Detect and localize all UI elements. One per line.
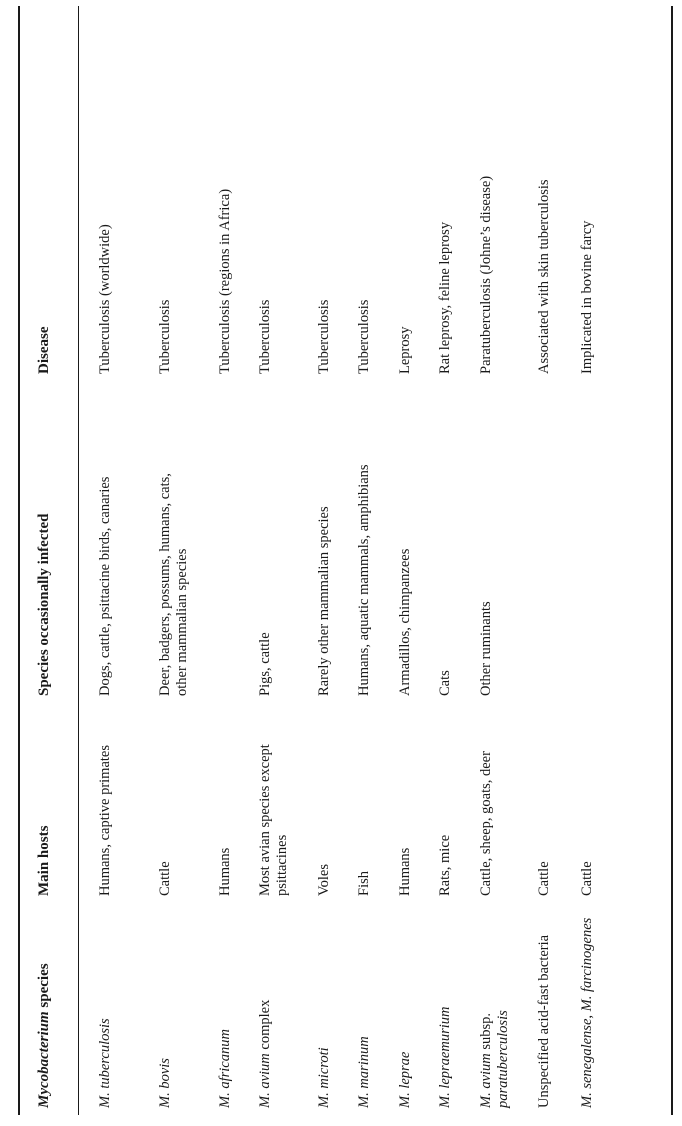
main-hosts-cell — [217, 848, 234, 896]
species-name-italic: M. bovis — [157, 1058, 173, 1108]
species-cell — [316, 1047, 333, 1108]
column-header-main-hosts: Main hosts — [36, 825, 52, 896]
main-hosts-cell-line: Most avian species except — [257, 744, 273, 896]
column-header-disease: Disease — [36, 326, 52, 374]
main-hosts-cell-line: psittacines — [274, 834, 290, 896]
main-hosts-cell — [397, 848, 414, 896]
main-hosts-cell — [316, 864, 333, 896]
species-cell — [437, 1007, 454, 1109]
main-hosts-cell — [437, 835, 454, 896]
main-hosts-cell — [97, 745, 114, 896]
occasional-hosts-cell-line: other mammalian species — [174, 548, 190, 696]
species-cell — [97, 1018, 114, 1108]
disease-cell: Tuberculosis — [157, 299, 173, 374]
species-name-italic: M. marinum — [356, 1036, 372, 1108]
species-cell — [356, 1036, 373, 1108]
occasional-hosts-cell-line: Cats — [437, 670, 453, 696]
main-hosts-cell — [579, 861, 596, 896]
species-name-italic: M. senegalense, M. farcinogenes — [579, 917, 595, 1108]
header-rule — [78, 6, 79, 1115]
main-hosts-cell-line: Humans, captive primates — [97, 745, 113, 896]
main-hosts-cell-line: Rats, mice — [437, 834, 453, 896]
main-hosts-cell-line: Voles — [316, 864, 332, 896]
occasional-hosts-cell — [157, 473, 191, 696]
main-hosts-cell-line: Cattle — [536, 861, 552, 896]
species-name-suffix: Unspecified acid-fast bacteria — [536, 934, 552, 1108]
disease-cell: Tuberculosis — [257, 299, 273, 374]
species-cell — [478, 1010, 512, 1108]
disease-cell: Paratuberculosis (Johne’s disease) — [478, 175, 494, 374]
disease-cell: Rat leprosy, feline leprosy — [437, 221, 453, 374]
species-name-italic: M. africanum — [217, 1029, 233, 1108]
species-name-italic: M. lepraemurium — [437, 1006, 453, 1108]
species-name-suffix: subsp. — [478, 1012, 494, 1054]
occasional-hosts-cell-line: Armadillos, chimpanzees — [397, 548, 413, 696]
occasional-hosts-cell-line: Pigs, cattle — [257, 632, 273, 696]
disease-cell: Associated with skin tuberculosis — [536, 179, 552, 374]
disease-cell: Implicated in bovine farcy — [579, 220, 595, 374]
occasional-hosts-cell-line: Rarely other mammalian species — [316, 506, 332, 696]
occasional-hosts-cell-line: Humans, aquatic mammals, amphibians — [356, 464, 372, 696]
occasional-hosts-cell — [356, 464, 373, 696]
main-hosts-cell-line: Cattle, sheep, goats, deer — [478, 751, 494, 896]
occasional-hosts-cell — [97, 477, 114, 696]
species-name-suffix: complex — [257, 999, 273, 1054]
main-hosts-cell-line: Humans — [397, 847, 413, 896]
column-header-occasional: Species occasionally infected — [36, 513, 52, 696]
main-hosts-cell — [157, 861, 174, 896]
disease-cell: Tuberculosis — [356, 299, 372, 374]
species-cell — [579, 918, 596, 1108]
table-top-rule — [18, 6, 20, 1115]
disease-cell: Tuberculosis (regions in Africa) — [217, 188, 233, 374]
species-name-italic: M. tuberculosis — [97, 1018, 113, 1108]
occasional-hosts-cell — [397, 549, 414, 696]
species-name-italic: M. avium — [257, 1053, 273, 1108]
column-header-species-genus: Mycobacterium — [36, 1011, 52, 1108]
column-header-species — [36, 963, 53, 1108]
main-hosts-cell — [478, 751, 495, 896]
species-cell — [157, 1058, 174, 1108]
species-name-italic: M. leprae — [397, 1051, 413, 1108]
species-cell — [217, 1029, 234, 1108]
main-hosts-cell-line: Cattle — [157, 861, 173, 896]
column-header-species-suffix: species — [36, 963, 52, 1012]
main-hosts-cell — [257, 744, 291, 896]
species-name-italic: M. avium — [478, 1053, 494, 1108]
table-bottom-rule — [671, 6, 673, 1115]
occasional-hosts-cell — [257, 632, 274, 696]
disease-cell: Leprosy — [397, 326, 413, 374]
occasional-hosts-cell — [316, 506, 333, 696]
occasional-hosts-cell — [437, 670, 454, 696]
main-hosts-cell — [356, 871, 373, 896]
occasional-hosts-cell-line: Deer, badgers, possums, humans, cats, — [157, 473, 173, 696]
occasional-hosts-cell-line: Other ruminants — [478, 601, 494, 696]
species-name-italic: M. microti — [316, 1047, 332, 1108]
species-cell — [257, 1000, 274, 1108]
species-name-line2: paratuberculosis — [495, 1010, 511, 1108]
occasional-hosts-cell — [478, 601, 495, 696]
occasional-hosts-cell-line: Dogs, cattle, psittacine birds, canaries — [97, 476, 113, 696]
species-cell — [397, 1052, 414, 1108]
disease-cell: Tuberculosis (worldwide) — [97, 224, 113, 374]
main-hosts-cell-line: Humans — [217, 847, 233, 896]
species-cell — [536, 935, 553, 1108]
main-hosts-cell-line: Cattle — [579, 861, 595, 896]
main-hosts-cell-line: Fish — [356, 871, 372, 896]
disease-cell: Tuberculosis — [316, 299, 332, 374]
main-hosts-cell — [536, 861, 553, 896]
